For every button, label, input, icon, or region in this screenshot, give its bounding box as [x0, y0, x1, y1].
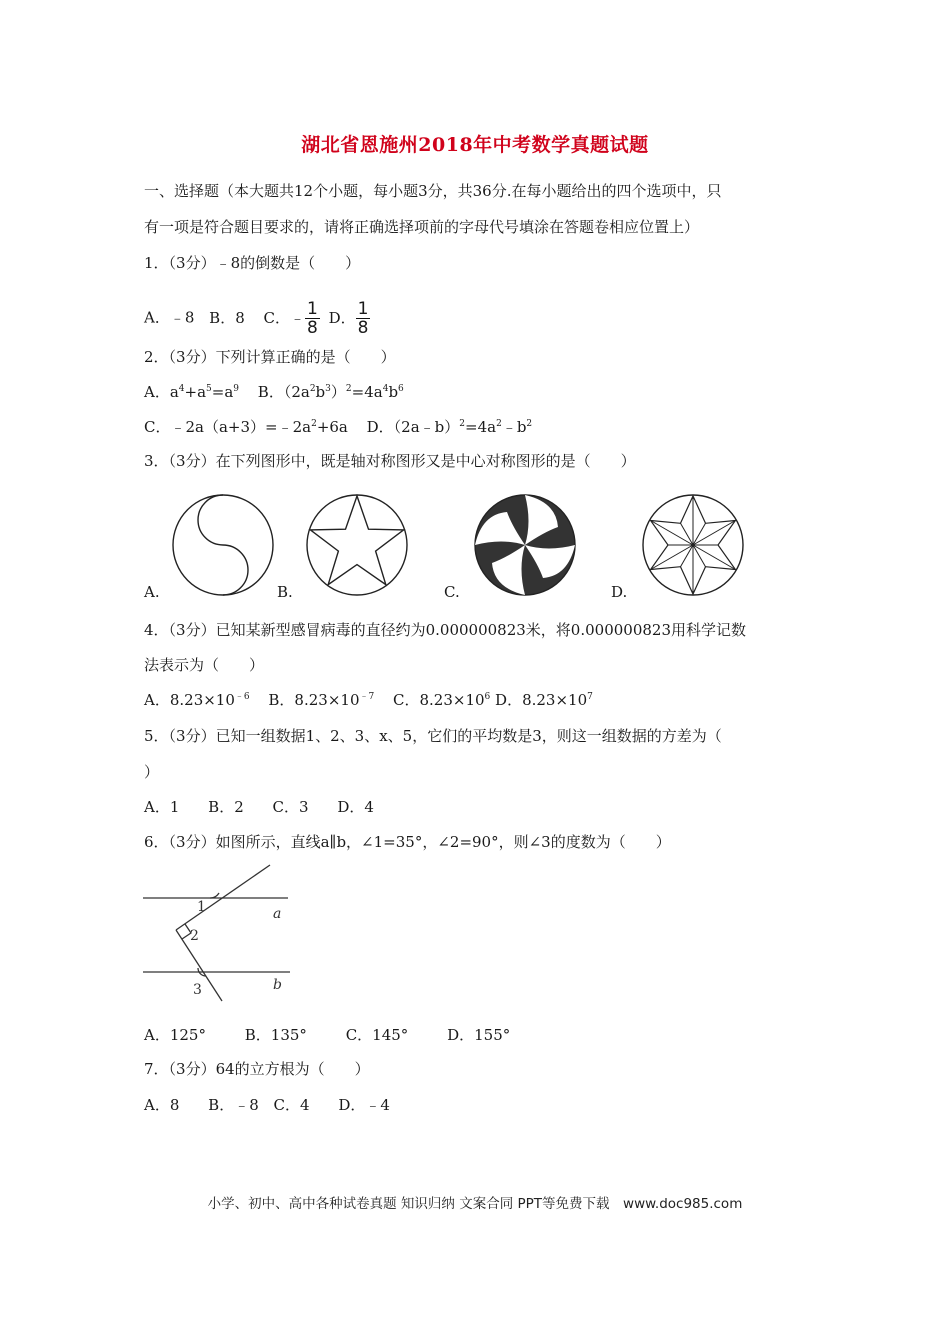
q1-stem: 1．（3分）﹣8的倒数是（ ）	[144, 254, 361, 272]
q6-angle-2-label: 2	[190, 928, 199, 944]
q3-label-a: A.	[144, 583, 160, 601]
q7-stem: 7．（3分）64的立方根为（ ）	[144, 1060, 370, 1078]
q4-stem-line1: 4．（3分）已知某新型感冒病毒的直径约为0.000000823米，将0.000000823用科学记数	[144, 621, 746, 639]
q7-options	[144, 1095, 390, 1115]
q4-option-c: C．$8.23\times 10^6$	[393, 691, 491, 709]
q3-figure-c	[472, 492, 578, 598]
q6-options	[144, 1025, 510, 1045]
q6-line-a-label: a	[273, 906, 282, 922]
q7-option-c: C．4	[273, 1096, 310, 1114]
q5-stem-line2: ）	[144, 763, 160, 781]
q2-option-a: A．$a^4+a^5=a^9$	[144, 383, 240, 401]
section-intro-line1: 一、选择题（本大题共12个小题，每小题3分，共36分.在每小题给出的四个选项中，只	[144, 182, 722, 200]
q4-stem-line2: 法表示为（ ）	[144, 656, 265, 674]
q6-option-a: A．125°	[144, 1026, 206, 1044]
q5-option-b: B．2	[208, 798, 244, 816]
q2-option-d: D．$(2a﹣b)^2=4a^2﹣b^2$	[366, 418, 533, 436]
q2-stem: 2．（3分）下列计算正确的是（ ）	[144, 348, 396, 366]
q7-option-b: B．﹣8	[208, 1096, 259, 1114]
q6-option-d: D．155°	[447, 1026, 511, 1044]
q1-option-a: A．﹣8	[144, 308, 195, 327]
q7-option-d: D．﹣4	[338, 1096, 390, 1114]
q6-angle-1-label: 1	[197, 899, 206, 915]
q5-option-c: C．3	[272, 798, 309, 816]
q4-option-d: D．$8.23\times 10^7$	[495, 691, 593, 709]
q6-figure	[140, 858, 300, 1008]
page-footer: 小学、初中、高中各种试卷真题 知识归纳 文案合同 PPT等免费下载 www.doc985.com	[207, 1196, 743, 1212]
q1-options	[144, 300, 370, 337]
q3-stem: 3．（3分）在下列图形中，既是轴对称图形又是中心对称图形的是（ ）	[144, 452, 636, 470]
q5-options	[144, 797, 374, 817]
q7-option-a: A．8	[144, 1096, 180, 1114]
q2-options-row1	[144, 382, 404, 402]
q4-options	[144, 690, 593, 710]
q3-figure-b	[304, 492, 410, 598]
q5-option-d: D．4	[337, 798, 374, 816]
q2-option-c: C．$﹣2a(a+3)=﹣2a^2+6a$	[144, 418, 348, 436]
q3-label-b: B.	[277, 583, 293, 601]
q1-option-d-fraction: $\frac{1}{8}$	[357, 299, 369, 338]
q5-option-a: A．1	[144, 798, 180, 816]
q6-option-c: C．145°	[345, 1026, 409, 1044]
page-title: 湖北省恩施州2018年中考数学真题试题	[301, 134, 649, 156]
q3-label-c: C.	[444, 583, 460, 601]
section-intro-line2: 有一项是符合题目要求的，请将正确选择项前的字母代号填涂在答题卷相应位置上）	[144, 218, 700, 236]
q1-option-b: B．8	[209, 308, 245, 327]
q3-label-d: D.	[611, 583, 628, 601]
q3-figure-d	[640, 492, 746, 598]
q1-option-c: C．﹣	[263, 308, 306, 327]
q4-option-b: B．$8.23\times 10^{﹣7}$	[268, 691, 375, 709]
q1-option-d: D．	[328, 308, 356, 327]
q4-option-a: A．$8.23\times 10^{﹣6}$	[144, 691, 250, 709]
q2-options-row2	[144, 417, 532, 437]
q6-angle-3-label: 3	[193, 982, 202, 998]
q2-option-b: B．$(2a^2b^3)^2=4a^4b^6$	[257, 383, 404, 401]
q3-figure-a	[170, 492, 276, 598]
q6-line-b-label: b	[273, 977, 282, 993]
q5-stem-line1: 5．（3分）已知一组数据1、2、3、x、5，它们的平均数是3，则这一组数据的方差为（	[144, 727, 722, 745]
q6-option-b: B．135°	[244, 1026, 307, 1044]
q1-option-c-fraction: $\frac{1}{8}$	[307, 299, 318, 338]
q6-stem: 6．（3分）如图所示，直线a∥b，∠1=35°，∠2=90°，则∠3的度数为（ ）	[144, 833, 671, 851]
